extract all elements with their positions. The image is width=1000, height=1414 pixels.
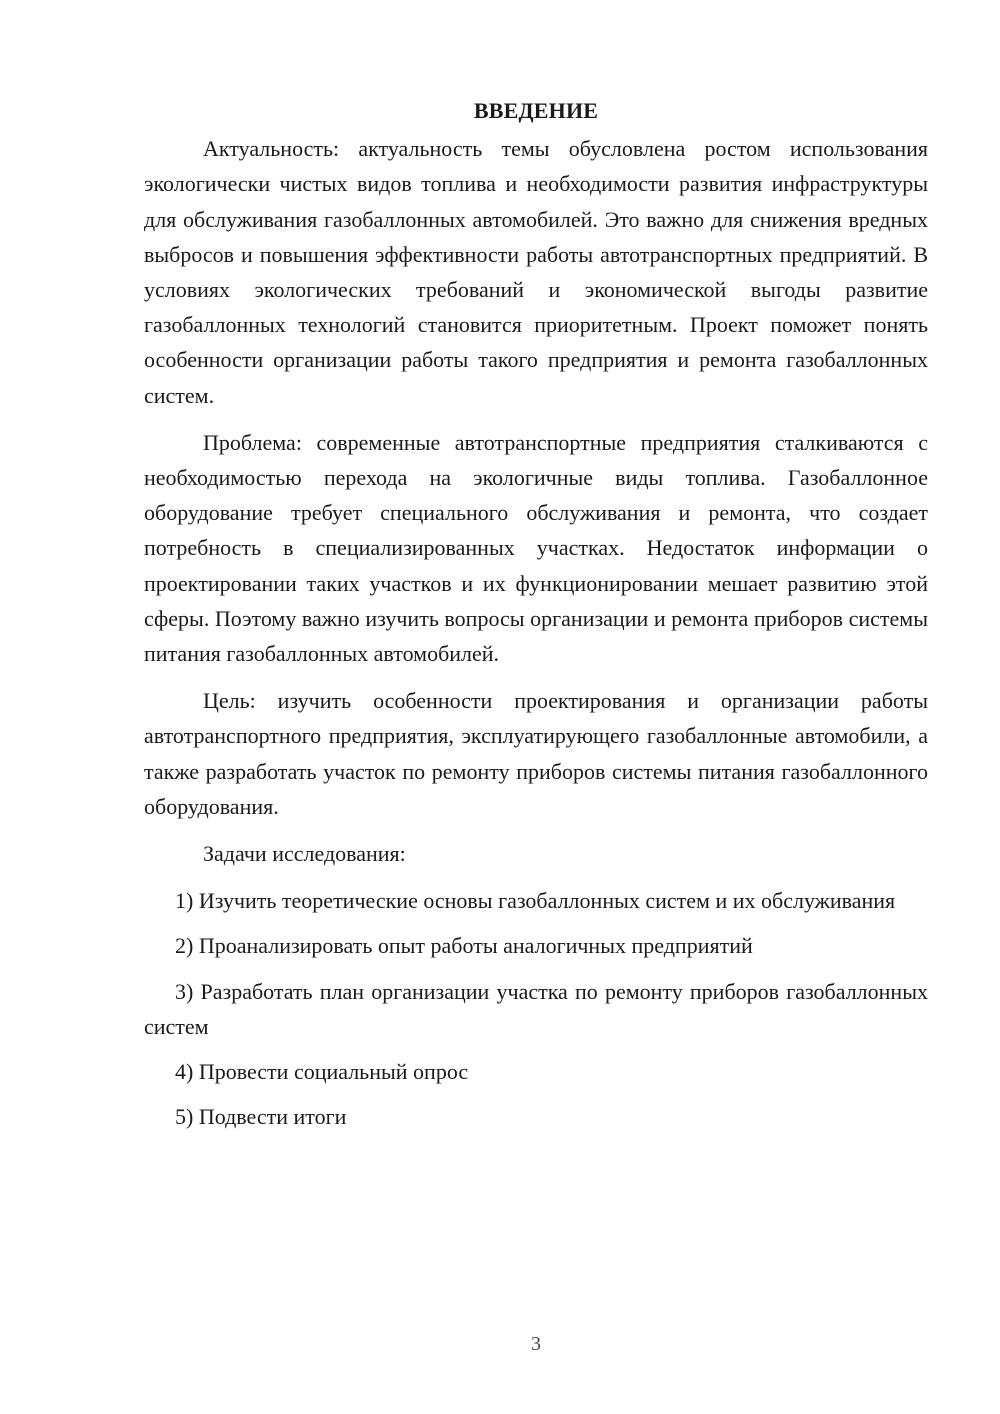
list-item: 5) Подвести итоги	[175, 1104, 347, 1130]
tasks-heading: Задачи исследования:	[203, 841, 406, 867]
section-title: ВВЕДЕНИЕ	[473, 98, 599, 123]
page-number: 3	[531, 1333, 541, 1355]
list-item: 4) Провести социальный опрос	[175, 1059, 469, 1085]
paragraph-relevance: Актуальность: актуальность темы обусловлена ростом использования экологически чистых видов топлива и необходимости развития инфраструктуры для обслуживания газобаллонных автомобилей. Это важно для снижения вредных выбросов и повышения эффективности работы автотранспортных предприятий. В условиях экологических требований и экономической выгоды развитие газобаллонных технологий становится приоритетным. Проект поможет понять особенности организации работы такого предприятия и ремонта газобаллонных систем.	[144, 136, 928, 408]
page-content	[144, 93, 928, 1144]
list-item: 3) Разработать план организации участка по ремонту приборов газобаллонных систем	[144, 978, 928, 1039]
paragraph-problem: Проблема: современные автотранспортные предприятия сталкиваются с необходимостью перехода на экологичные виды топлива. Газобаллонное оборудование требует специального обслуживания и ремонта, что создает потребность в специализированных участках. Недостаток информации о проектировании таких участков и их функционировании мешает развитию этой сферы. Поэтому важно изучить вопросы организации и ремонта приборов системы питания газобаллонных автомобилей.	[144, 429, 928, 667]
list-item: 2) Проанализировать опыт работы аналогичных предприятий	[175, 933, 753, 959]
list-item: 1) Изучить теоретические основы газобаллонных систем и их обслуживания	[175, 888, 896, 914]
tasks-list	[144, 883, 928, 1134]
paragraph-goal: Цель: изучить особенности проектирования и организации работы автотранспортного предприятия, эксплуатирующего газобаллонные автомобили, а также разработать участок по ремонту приборов системы питания газобаллонного оборудования.	[144, 688, 928, 819]
